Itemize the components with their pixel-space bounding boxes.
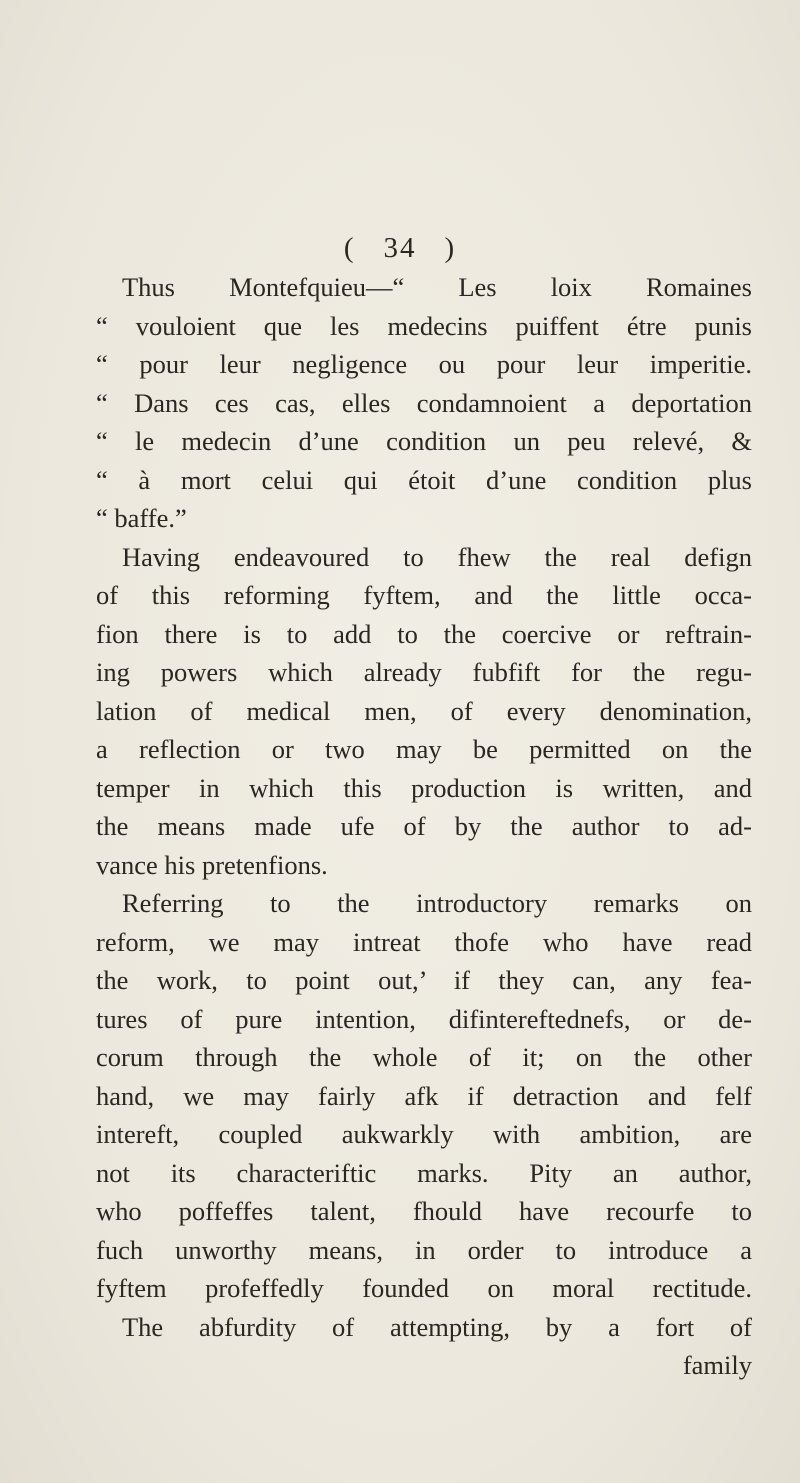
- text-line: “ le medecin d’une condition un peu relevé, &: [96, 426, 752, 456]
- text-line: ing powers which already fubfift for the regu-: [96, 657, 752, 687]
- text-line: “ pour leur negligence ou pour leur imperitie.: [96, 349, 752, 379]
- text-line: Thus Montefquieu—“ Les loix Romaines: [122, 272, 752, 302]
- text-line: intereft, coupled aukwarkly with ambition, are: [96, 1119, 752, 1149]
- text-line: a reflection or two may be permitted on the: [96, 734, 752, 764]
- text-line: vance his pretenfions.: [96, 849, 328, 880]
- text-line: fion there is to add to the coercive or reftrain-: [96, 618, 752, 649]
- text-line: reform, we may intreat thofe who have read: [96, 926, 752, 957]
- text-line: who poffeffes talent, fhould have recourfe to: [96, 1196, 752, 1226]
- header-close-paren: ): [444, 232, 457, 264]
- text-line: Referring to the introductory remarks on: [122, 888, 752, 918]
- text-line: “ vouloient que les medecins puiffent étre punis: [96, 310, 752, 341]
- text-line: corum through the whole of it; on the other: [96, 1042, 752, 1072]
- text-line: not its characteriftic marks. Pity an author,: [96, 1157, 752, 1188]
- text-line: fuch unworthy means, in order to introduce a: [96, 1234, 752, 1265]
- text-line: the means made ufe of by the author to ad-: [96, 811, 752, 841]
- text-line: temper in which this production is written, and: [96, 772, 752, 803]
- text-line: fyftem profeffedly founded on moral rectitude.: [96, 1273, 752, 1303]
- page-number: 34: [383, 232, 417, 264]
- body-text: [96, 268, 752, 1346]
- text-line: The abfurdity of attempting, by a fort of: [122, 1311, 752, 1342]
- text-line: “ à mort celui qui étoit d’une condition plus: [96, 464, 752, 495]
- catchword: family: [682, 1350, 752, 1380]
- header-open-paren: (: [343, 232, 356, 264]
- text-line: hand, we may fairly afk if detraction and felf: [96, 1080, 752, 1111]
- text-line: Having endeavoured to fhew the real defign: [122, 541, 752, 572]
- text-line: “ baffe.”: [96, 503, 187, 533]
- text-line: “ Dans ces cas, elles condamnoient a deportation: [96, 387, 752, 418]
- text-line: the work, to point out,’ if they can, any fea-: [96, 965, 752, 995]
- text-line: tures of pure intention, difintereftednefs, or de-: [96, 1003, 752, 1034]
- text-line: of this reforming fyftem, and the little occa-: [96, 580, 752, 610]
- text-line: lation of medical men, of every denomination,: [96, 695, 752, 726]
- page-number-header: [0, 232, 800, 265]
